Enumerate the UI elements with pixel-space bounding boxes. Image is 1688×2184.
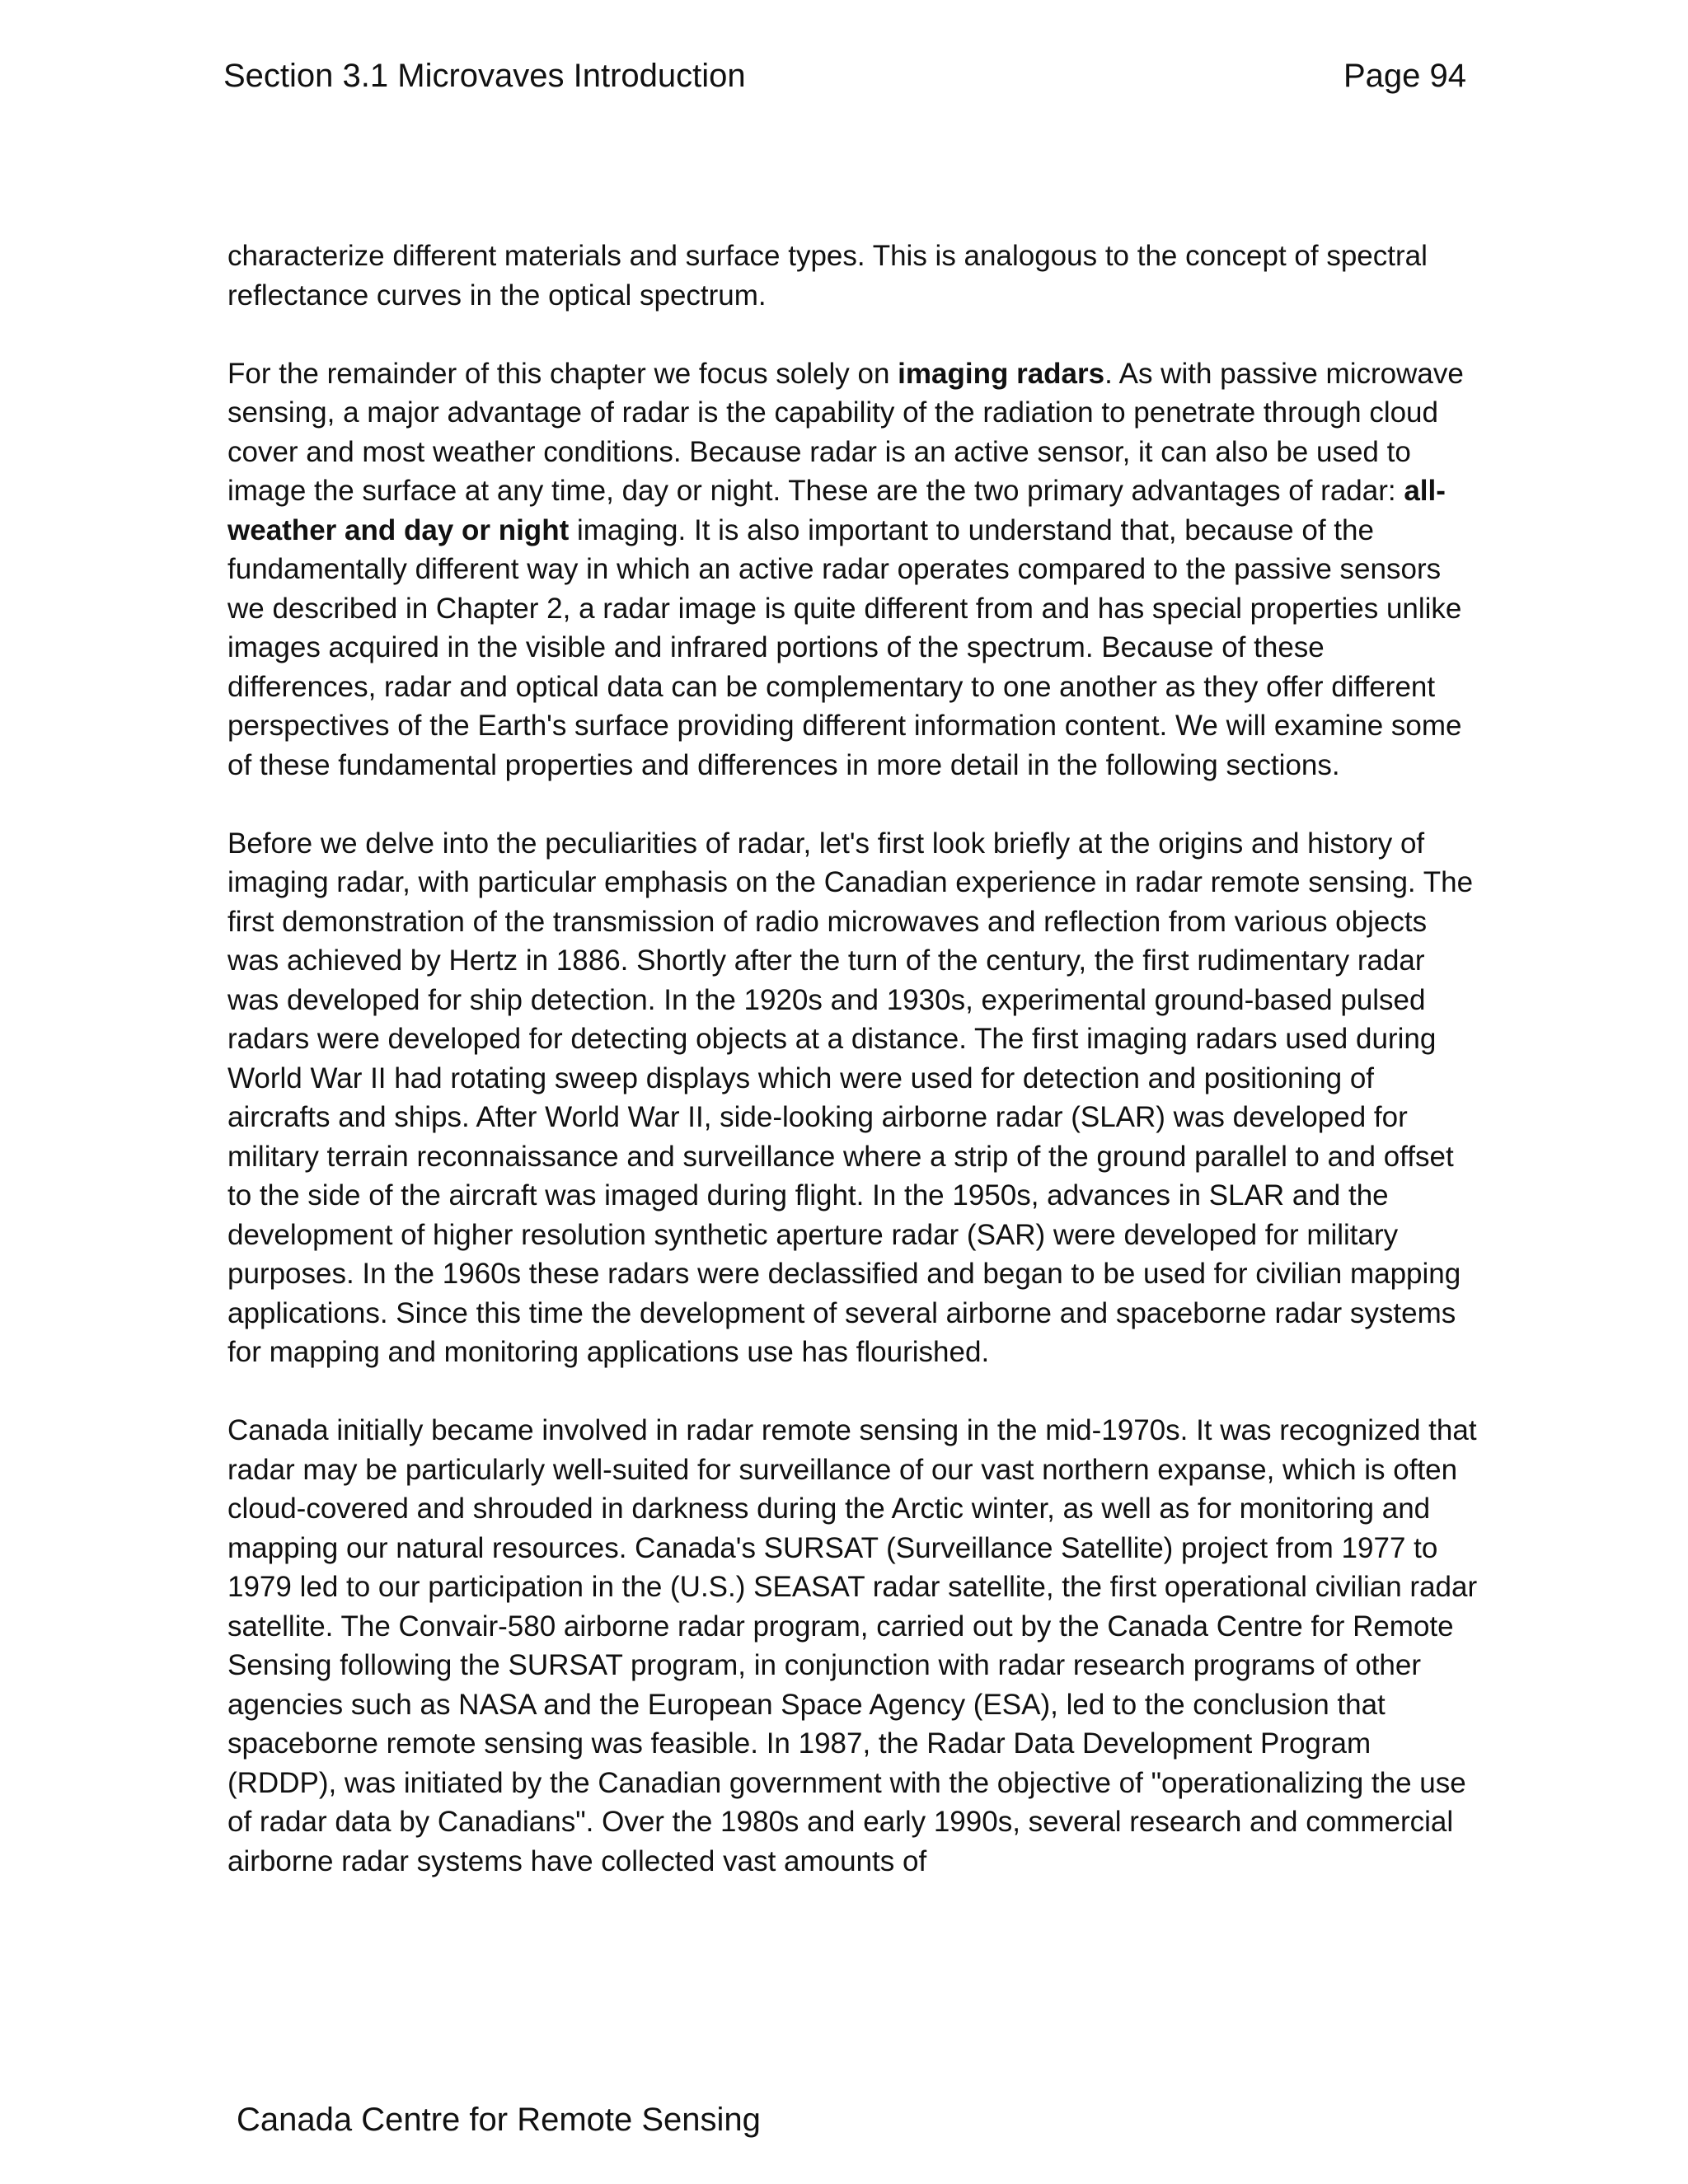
- paragraph-2-text-1: For the remainder of this chapter we focus solely on: [227, 357, 898, 390]
- body-text: [227, 237, 1480, 1881]
- paragraph-4-text: Canada initially became involved in radar remote sensing in the mid-1970s. It was recognized that radar may be particularly well-suited for surveillance of our vast northern expanse, which is often cloud-covered and shrouded in darkness during the Arctic winter, as well as for monitoring and mapping our natural resources. Canada's SURSAT (Surveillance Satellite) project from 1977 to 1979 led to our participation in the (U.S.) SEASAT radar satellite, the first operational civilian radar satellite. The Convair-580 airborne radar program, carried out by the Canada Centre for Remote Sensing following the SURSAT program, in conjunction with radar research programs of other agencies such as NASA and the European Space Agency (ESA), led to the conclusion that spaceborne remote sensing was feasible. In 1987, the Radar Data Development Program (RDDP), was initiated by the Canadian government with the objective of "operationalizing the use of radar data by Canadians". Over the 1980s and early 1990s, several research and commercial airborne radar systems have collected vast amounts of: [227, 1414, 1478, 1877]
- paragraph-2-text-3: imaging. It is also important to understand that, because of the fundamentally different way in which an active radar operates compared to the passive sensors we described in Chapter 2, a radar image is quite different from and has special properties unlike images acquired in the visible and infrared portions of the spectrum. Because of these differences, radar and optical data can be complementary to one another as they offer different perspectives of the Earth's surface providing different information content. We will examine some of these fundamental properties and differences in more detail in the following sections.: [227, 513, 1462, 781]
- section-title: Section 3.1 Microvaves Introduction: [223, 58, 746, 94]
- paragraph-1: [227, 237, 1480, 315]
- paragraph-2-text-2: . As with passive microwave sensing, a major advantage of radar is the capability of the radiation to penetrate through cloud cover and most weather conditions. Because radar is an active sensor, it can also be used to image the surface at any time, day or night. These are the two primary advantages of radar:: [227, 357, 1464, 507]
- footer-organization: Canada Centre for Remote Sensing: [237, 2102, 761, 2138]
- page-number: Page 94: [1343, 58, 1467, 94]
- paragraph-3-text: Before we delve into the peculiarities of radar, let's first look briefly at the origins and history of imaging radar, with particular emphasis on the Canadian experience in radar remote sensing. The first demonstration of the transmission of radio microwaves and reflection from various objects was achieved by Hertz in 1886. Shortly after the turn of the century, the first rudimentary radar was developed for ship detection. In the 1920s and 1930s, experimental ground-based pulsed radars were developed for detecting objects at a distance. The first imaging radars used during World War II had rotating sweep displays which were used for detection and positioning of aircrafts and ships. After World War II, side-looking airborne radar (SLAR) was developed for military terrain reconnaissance and surveillance where a strip of the ground parallel to and offset to the side of the aircraft was imaged during flight. In the 1950s, advances in SLAR and the development of higher resolution synthetic aperture radar (SAR) were developed for military purposes. In the 1960s these radars were declassified and began to be used for civilian mapping applications. Since this time the development of several airborne and spaceborne radar systems for mapping and monitoring applications use has flourished.: [227, 827, 1474, 1368]
- paragraph-1-text: characterize different materials and surface types. This is analogous to the concept of spectral reflectance curves in the optical spectrum.: [227, 240, 1428, 312]
- paragraph-3: [227, 824, 1480, 1372]
- bold-term-imaging-radars: imaging radars: [898, 357, 1105, 390]
- bold-term-all-weather: all-weather and day or night: [227, 475, 1446, 546]
- paragraph-2: [227, 354, 1480, 785]
- paragraph-4: [227, 1411, 1480, 1881]
